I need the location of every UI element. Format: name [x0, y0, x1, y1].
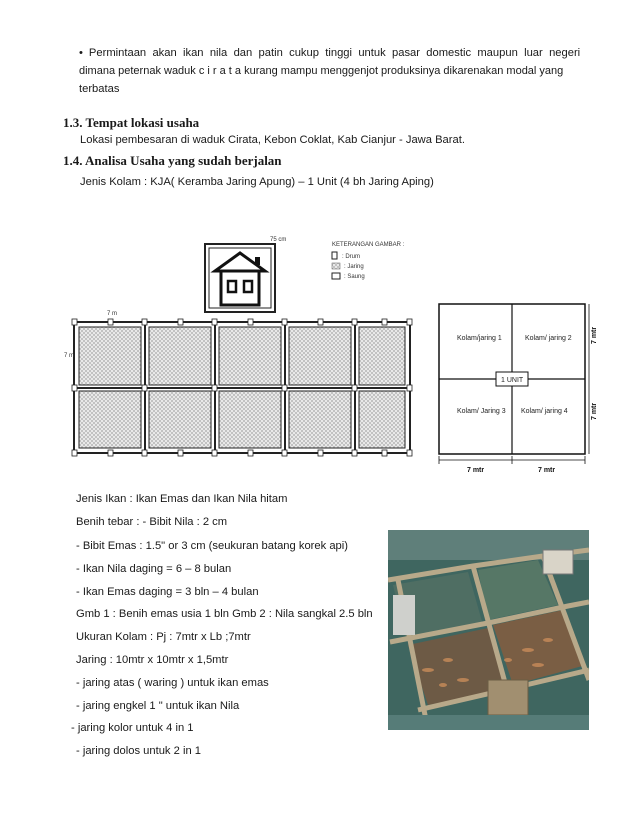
bullet-marker: •	[79, 47, 83, 59]
detail-line-10: - jaring engkel 1 " untuk ikan Nila	[76, 700, 240, 712]
bullet-text-1: Permintaan akan ikan nila dan patin cukup tinggi untuk pasar domestic maupun luar negeri	[88, 47, 581, 59]
detail-line-2: Benih tebar : - Bibit Nila : 2 cm	[76, 516, 228, 528]
bullet-paragraph	[79, 44, 587, 98]
legend-item-net: : Jaring	[344, 264, 364, 270]
drum-icon	[332, 252, 337, 259]
fish-farm-illustration	[388, 530, 589, 730]
bullet-line-3: terbatas	[79, 83, 120, 95]
legend-title: KETERANGAN GAMBAR :	[332, 242, 405, 248]
section-14-heading: 1.4. Analisa Usaha yang sudah berjalan	[63, 153, 282, 168]
cell-label-4: Kolam/ jaring 4	[521, 408, 568, 415]
section-13-text: Lokasi pembesaran di waduk Cirata, Kebon Coklat, Kab Cianjur - Jawa Barat.	[80, 134, 465, 146]
unit-label: 1 UNIT	[501, 377, 524, 384]
house-icon	[215, 253, 265, 305]
unit-diagram	[432, 298, 600, 480]
dim-side-label: 7 m	[64, 353, 75, 359]
saung-frame	[205, 237, 286, 312]
net-icon	[332, 263, 340, 269]
cell-label-2: Kolam/ jaring 2	[525, 335, 572, 342]
detail-line-4: - Ikan Nila daging = 6 – 8 bulan	[76, 563, 232, 575]
detail-line-5: - Ikan Emas daging = 3 bln – 4 bulan	[76, 586, 259, 598]
dim-top-label: 7 m	[107, 311, 118, 317]
section-14-kolam: Jenis Kolam : KJA( Keramba Jaring Apung) – 1 Unit (4 bh Jaring Aping)	[80, 176, 434, 188]
detail-line-8: Jaring : 10mtr x 10mtr x 1,5mtr	[76, 654, 229, 666]
bullet-line-2: dimana peternak waduk c i r a t a kurang mampu menggenjot produksinya dikarenakan modal yang	[79, 65, 564, 77]
legend	[332, 242, 405, 280]
dim-right-bottom: 7 mtr	[591, 402, 598, 420]
cell-label-3: Kolam/ Jaring 3	[457, 408, 506, 415]
detail-line-7: Ukuran Kolam : Pj : 7mtr x Lb ;7mtr	[76, 631, 251, 643]
dim-bottom-left: 7 mtr	[467, 467, 485, 474]
detail-line-11: - jaring kolor untuk 4 in 1	[71, 722, 194, 734]
detail-line-12: - jaring dolos untuk 2 in 1	[76, 745, 202, 757]
net-grid	[64, 311, 412, 456]
fish-farm-photo	[388, 530, 589, 730]
section-13-heading: 1.3. Tempat lokasi usaha	[63, 115, 200, 130]
detail-line-3: - Bibit Emas : 1.5" or 3 cm (seukuran batang korek api)	[76, 540, 348, 552]
bullet-line-1	[79, 44, 587, 62]
hut-icon	[332, 273, 340, 279]
dim-bottom-right: 7 mtr	[538, 467, 556, 474]
detail-line-1: Jenis Ikan : Ikan Emas dan Ikan Nila hitam	[76, 493, 288, 505]
dim-small-label: 75 cm	[270, 237, 287, 243]
cell-label-1: Kolam/jaring 1	[457, 335, 502, 342]
legend-item-hut: : Saung	[344, 274, 365, 280]
dim-right-top: 7 mtr	[591, 326, 598, 344]
detail-line-9: - jaring atas ( waring ) untuk ikan emas	[76, 677, 269, 689]
detail-line-6: Gmb 1 : Benih emas usia 1 bln Gmb 2 : Nila sangkal 2.5 bln	[76, 608, 373, 620]
legend-item-drum: : Drum	[342, 254, 360, 260]
kja-layout-diagram	[62, 235, 422, 460]
